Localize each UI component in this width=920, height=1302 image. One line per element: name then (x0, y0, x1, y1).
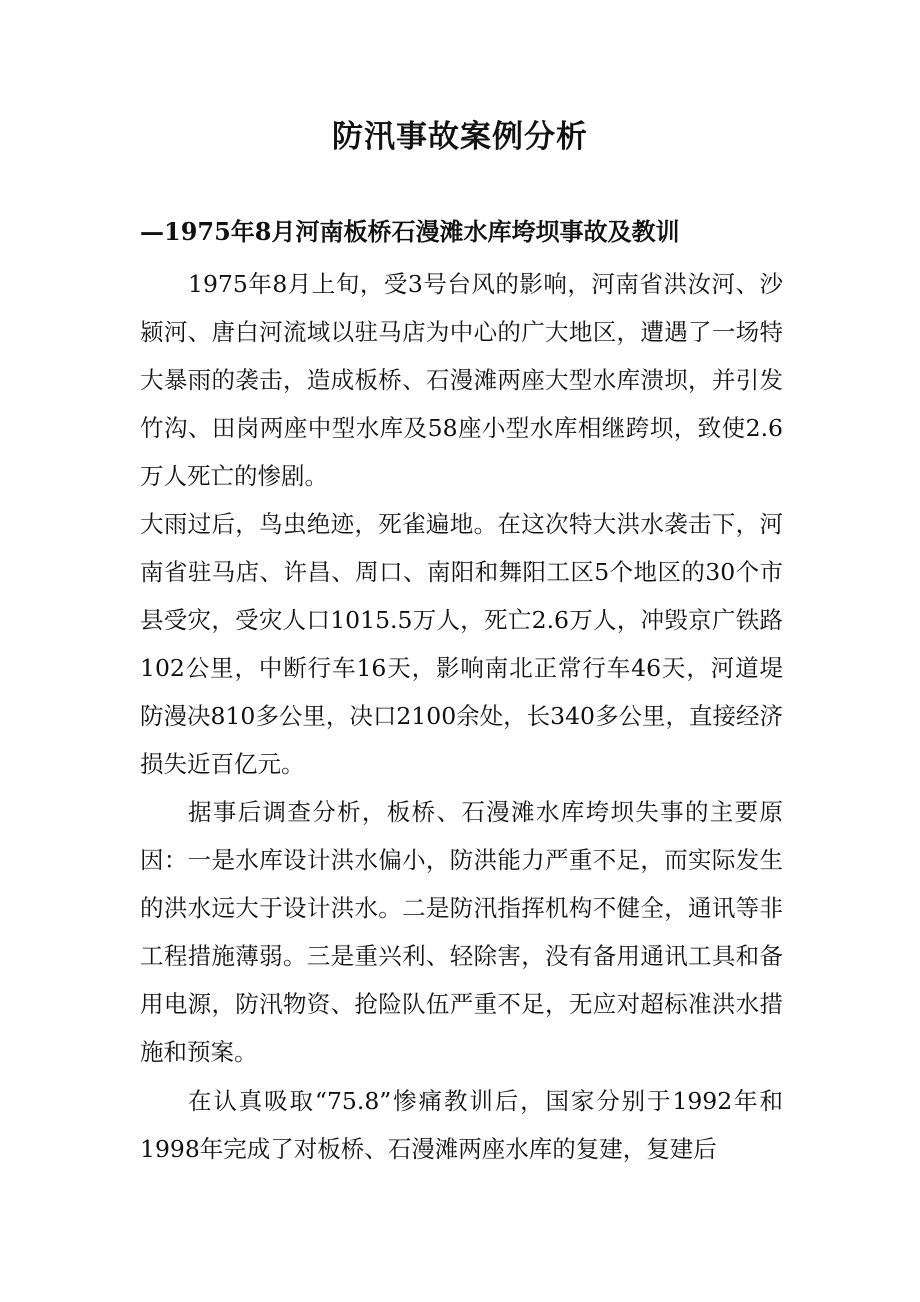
document-title: 防汛事故案例分析 (332, 119, 588, 155)
paragraph-1: 1975年8月上旬，受3号台风的影响，河南省洪汝河、沙颍河、唐白河流域以驻马店为中心的广大地区，遭遇了一场特大暴雨的袭击，造成板桥、石漫滩两座大型水库溃坝，并引发竹沟、田岗两座中型水库及58座小型水库相继跨坝，致使2.6万人死亡的惨剧。 (140, 270, 783, 490)
paragraph-4: 在认真吸取“75.8”惨痛教训后，国家分别于1992年和1998年完成了对板桥、石漫滩两座水库的复建，复建后 (140, 1087, 783, 1163)
paragraph-3: 据事后调查分析，板桥、石漫滩水库垮坝失事的主要原因：一是水库设计洪水偏小，防洪能力严重不足，而实际发生的洪水远大于设计洪水。二是防汛指挥机构不健全，通讯等非工程措施薄弱。三是重兴利、轻除害，没有备用通讯工具和备用电源，防汛物资、抢险队伍严重不足，无应对超标准洪水措施和预案。 (140, 798, 783, 1066)
paragraph-2: 大雨过后，鸟虫绝迹，死雀遍地。在这次特大洪水袭击下，河南省驻马店、许昌、周口、南阳和舞阳工区5个地区的30个市县受灾，受灾人口1015.5万人，死亡2.6万人，冲毁京广铁路102公里，中断行车16天，影响南北正常行车46天，河道堤防漫决810多公里，决口2100余处，长340多公里，直接经济损失近百亿元。 (140, 510, 784, 778)
document-subtitle: —1975年8月河南板桥石漫滩水库垮坝事故及教训 (140, 217, 680, 246)
